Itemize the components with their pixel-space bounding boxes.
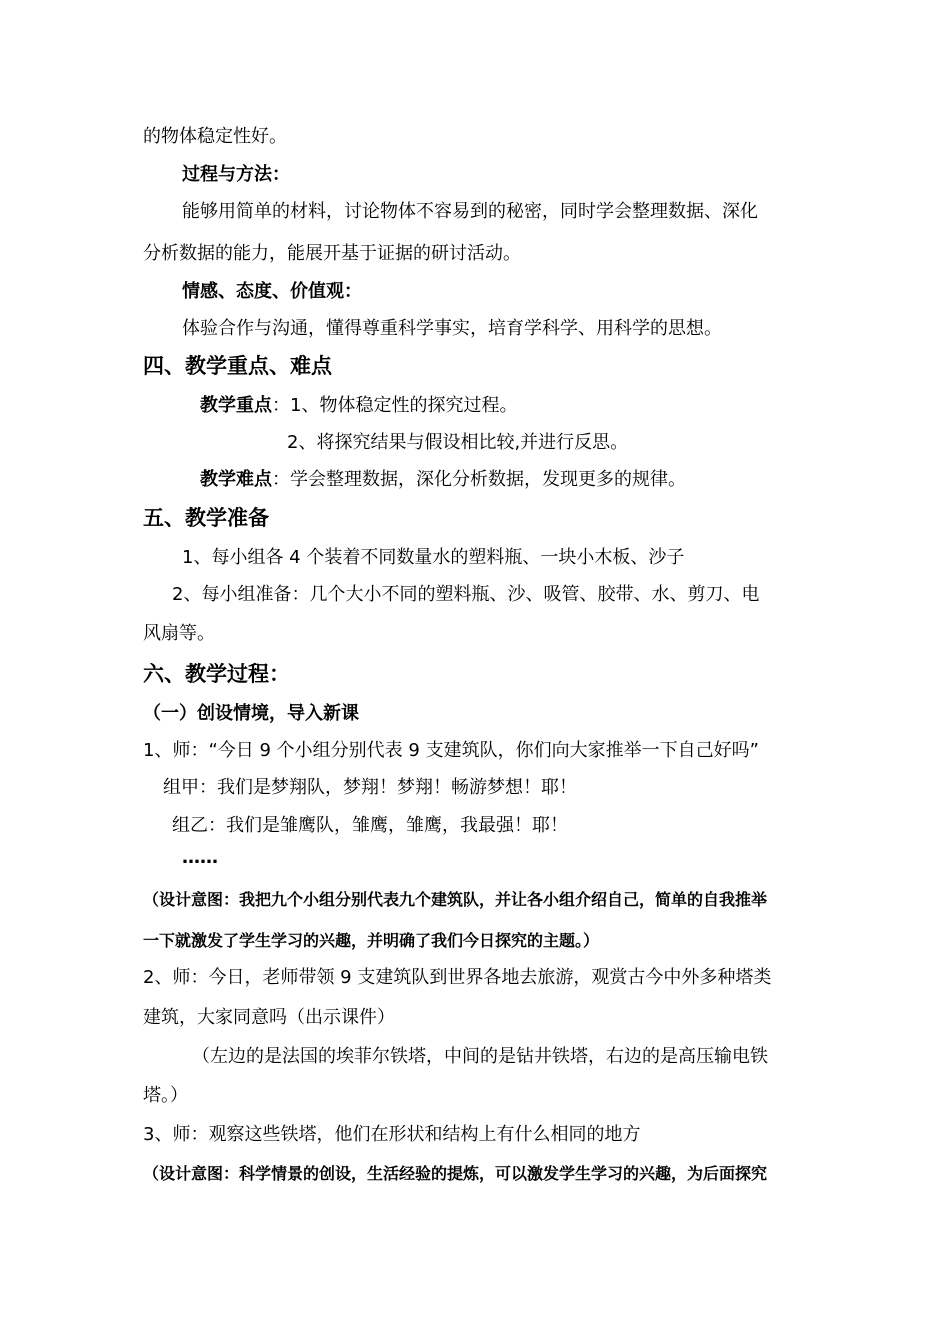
text-line: 组甲：我们是梦翔队，梦翔！梦翔！畅游梦想！耶！ (163, 777, 577, 798)
section-heading-6: 六、教学过程： (143, 662, 290, 686)
text-line: 建筑，大家同意吗（出示课件） (143, 1007, 395, 1028)
ellipsis: …… (182, 847, 218, 868)
difficulty-line (200, 468, 686, 492)
key-point-line-1 (200, 394, 517, 418)
design-note-line: 一下就激发了学生学习的兴趣，并明确了我们今日探究的主题。） (143, 931, 600, 950)
text-line: 组乙：我们是雏鹰队，雏鹰，雏鹰，我最强！耶！ (172, 815, 568, 836)
text-line: 2、每小组准备：几个大小不同的塑料瓶、沙、吸管、胶带、水、剪刀、电 (172, 584, 760, 605)
key-point-text: ：1、物体稳定性的探究过程。 (272, 395, 518, 416)
design-note-line: （设计意图：我把九个小组分别代表九个建筑队，并让各小组介绍自己，简单的自我推举 (143, 890, 768, 909)
difficulty-text: ：学会整理数据，深化分析数据，发现更多的规律。 (272, 469, 686, 490)
text-line: 1、师：“今日 9 个小组分别代表 9 支建筑队，你们向大家推举一下自己好吗” (143, 740, 759, 761)
subheading-process-method: 过程与方法： (182, 164, 290, 185)
subheading-emotion-attitude: 情感、态度、价值观： (182, 281, 362, 302)
design-note-line: （设计意图：科学情景的创设，生活经验的提炼，可以激发学生学习的兴趣，为后面探究 (143, 1164, 768, 1183)
section-heading-5: 五、教学准备 (143, 506, 269, 530)
text-line: 3、师：观察这些铁塔，他们在形状和结构上有什么相同的地方 (143, 1124, 641, 1145)
subsection-heading-1: （一）创设情境，导入新课 (143, 703, 359, 724)
text-line: 1、每小组各 4 个装着不同数量水的塑料瓶、一块小木板、沙子 (182, 547, 685, 568)
text-line: 体验合作与沟通，懂得尊重科学事实，培育学科学、用科学的思想。 (182, 318, 722, 339)
text-line: 塔。） (143, 1085, 188, 1106)
difficulty-label: 教学难点 (200, 469, 272, 490)
key-point-label: 教学重点 (200, 395, 272, 416)
section-heading-4: 四、教学重点、难点 (143, 354, 332, 378)
text-line: 能够用简单的材料，讨论物体不容易到的秘密，同时学会整理数据、深化 (182, 201, 758, 222)
text-line: 的物体稳定性好。 (143, 126, 287, 147)
text-line: （左边的是法国的埃菲尔铁塔，中间的是钻井铁塔，右边的是高压输电铁 (192, 1046, 768, 1067)
text-line: 2、师：今日，老师带领 9 支建筑队到世界各地去旅游，观赏古今中外多种塔类 (143, 967, 772, 988)
text-line: 分析数据的能力，能展开基于证据的研讨活动。 (143, 243, 521, 264)
key-point-line-2: 2、将探究结果与假设相比较,并进行反思。 (287, 432, 629, 453)
text-line: 风扇等。 (143, 623, 215, 644)
